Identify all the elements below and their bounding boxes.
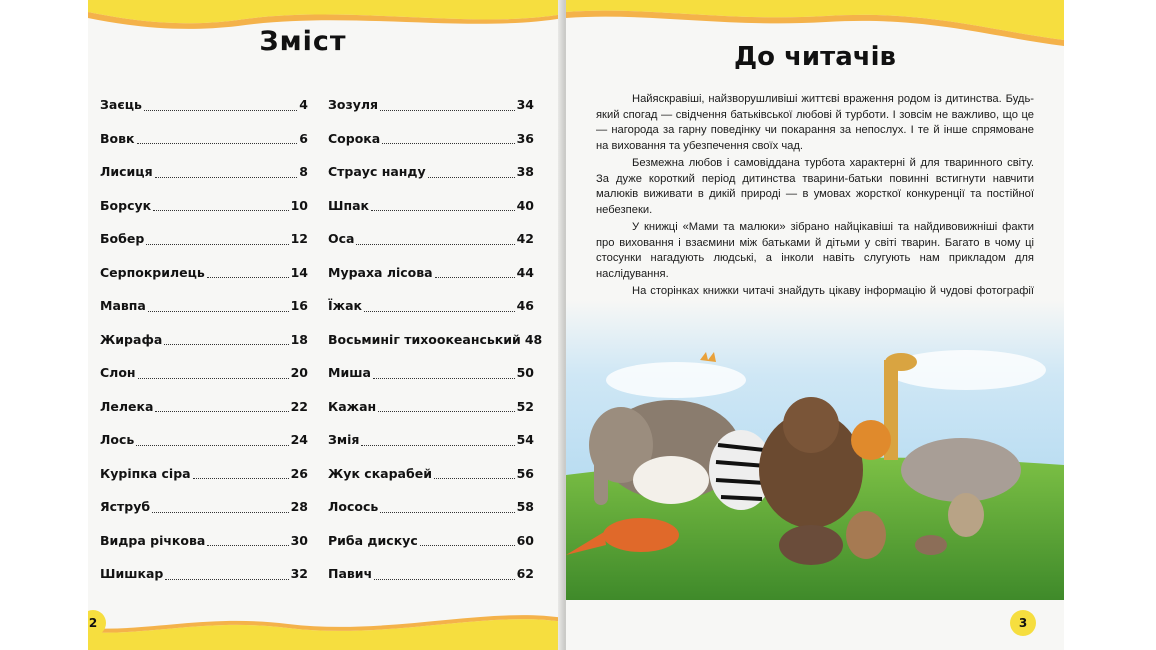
toc-leader-dots <box>373 367 515 379</box>
toc-leader-dots <box>382 132 514 144</box>
toc-entry-page: 16 <box>290 298 308 314</box>
toc-leader-dots <box>148 300 289 312</box>
toc-entry-page: 52 <box>516 398 534 414</box>
toc-leader-dots <box>374 568 514 580</box>
toc-entry-name: Лосось <box>328 499 379 515</box>
toc-title: Зміст <box>259 26 347 57</box>
toc-entry-page: 62 <box>516 566 534 582</box>
toc-entry-name: Шпак <box>328 197 369 213</box>
toc-entry <box>328 557 534 591</box>
toc-leader-dots <box>153 199 288 211</box>
left-page <box>88 0 564 650</box>
toc-entry <box>100 222 308 256</box>
toc-column-right <box>328 88 543 591</box>
toc-entry <box>100 524 308 558</box>
toc-leader-dots <box>164 333 288 345</box>
toc-entry <box>328 88 534 122</box>
toc-entry <box>328 222 534 256</box>
paragraph: На сторінках книжки читачі знайдуть цікаву інформацію й чудові фотографії <box>632 285 1034 297</box>
toc-entry <box>100 155 308 189</box>
toc-entry <box>328 289 534 323</box>
toc-entry-name: Кажан <box>328 398 377 414</box>
toc-leader-dots <box>371 199 515 211</box>
toc-column-left <box>100 88 308 591</box>
toc-entry-name: Жук скарабей <box>328 465 432 481</box>
bottom-wave-decoration <box>88 606 564 650</box>
toc-entry-name: Яструб <box>100 499 151 515</box>
toc-entry-page: 56 <box>516 465 534 481</box>
toc-entry <box>100 557 308 591</box>
toc-entry-name: Куріпка сіра <box>100 465 191 481</box>
toc-entry-name: Видра річкова <box>100 532 206 548</box>
toc-entry <box>100 490 308 524</box>
top-wave-decoration-right <box>566 0 1064 46</box>
toc-entry-name: Миша <box>328 365 371 381</box>
toc-leader-dots <box>380 99 515 111</box>
toc-entry-name: Вовк <box>100 130 135 146</box>
paragraph: Безмежна любов і самовіддана турбота характерні й для тваринного світу. За дуже короткий період дитинства тварини-батьки повинні встигнути навчити малюків виживати в дикій природі — в умовах жорсткої конкуренції та постійної небезпеки. <box>596 157 1034 216</box>
toc-entry-name: Павич <box>328 566 373 582</box>
toc-leader-dots <box>165 568 288 580</box>
toc-entry <box>100 323 308 357</box>
toc-entry-name: Страус нанду <box>328 164 426 180</box>
toc-entry <box>100 457 308 491</box>
toc-entry <box>328 323 543 357</box>
toc-leader-dots <box>434 467 515 479</box>
toc-leader-dots <box>428 166 515 178</box>
toc-entry-name: Серпокрилець <box>100 264 205 280</box>
toc-entry <box>328 122 534 156</box>
page-number-right: 3 <box>1010 610 1036 636</box>
toc-entry-page: 42 <box>516 231 534 247</box>
toc-entry-page: 40 <box>516 197 534 213</box>
toc-entry-name: Лось <box>100 432 135 448</box>
toc-leader-dots <box>380 501 514 513</box>
toc-entry-page: 20 <box>290 365 308 381</box>
toc-entry <box>328 256 534 290</box>
toc-entry-name: Оса <box>328 231 355 247</box>
toc-entry-page: 26 <box>290 465 308 481</box>
toc-leader-dots <box>152 501 288 513</box>
toc-entry-name: Риба дискус <box>328 532 418 548</box>
toc-entry-page: 58 <box>516 499 534 515</box>
toc-entry-name: Мураха лісова <box>328 264 433 280</box>
toc-entry <box>328 423 534 457</box>
toc-entry-name: Бобер <box>100 231 145 247</box>
animals-group-photo <box>566 300 1064 600</box>
toc-leader-dots <box>155 400 288 412</box>
toc-entry-page: 36 <box>516 130 534 146</box>
toc-entry <box>328 457 534 491</box>
toc-entry <box>328 356 534 390</box>
toc-leader-dots <box>138 367 289 379</box>
toc-leader-dots <box>364 300 515 312</box>
reader-title: До читачів <box>734 42 896 72</box>
toc-entry <box>100 356 308 390</box>
toc-entry <box>328 189 534 223</box>
toc-entry-page: 22 <box>290 398 308 414</box>
toc-entry-name: Лелека <box>100 398 154 414</box>
toc-entry-page: 38 <box>516 164 534 180</box>
toc-leader-dots <box>136 434 288 446</box>
toc-leader-dots <box>435 266 515 278</box>
toc-entry-page: 50 <box>516 365 534 381</box>
toc-entry-name: Зозуля <box>328 97 379 113</box>
toc-entry <box>328 490 534 524</box>
toc-entry-name: Їжак <box>328 298 363 314</box>
toc-entry <box>328 390 534 424</box>
toc-entry-name: Восьминіг тихоокеанський <box>328 331 521 347</box>
toc-entry-page: 12 <box>290 231 308 247</box>
toc-entry-page: 28 <box>290 499 308 515</box>
toc-entry-name: Заєць <box>100 97 142 113</box>
toc-entry-page: 30 <box>290 532 308 548</box>
toc-leader-dots <box>207 534 288 546</box>
toc-entry <box>100 423 308 457</box>
toc-entry <box>100 390 308 424</box>
toc-leader-dots <box>420 534 515 546</box>
toc-leader-dots <box>378 400 514 412</box>
toc-entry-page: 14 <box>290 264 308 280</box>
toc-entry-page: 32 <box>290 566 308 582</box>
toc-leader-dots <box>361 434 514 446</box>
right-page <box>566 0 1064 650</box>
toc-entry-page: 24 <box>290 432 308 448</box>
toc-leader-dots <box>207 266 289 278</box>
toc-entry <box>100 189 308 223</box>
toc-entry-name: Сорока <box>328 130 381 146</box>
intro-text <box>596 92 1034 317</box>
toc-entry-page: 8 <box>299 164 308 180</box>
toc-entry-page: 46 <box>516 298 534 314</box>
toc-entry <box>328 155 534 189</box>
toc-entry-name: Лисиця <box>100 164 153 180</box>
toc-entry-name: Жирафа <box>100 331 163 347</box>
toc-entry-page: 54 <box>516 432 534 448</box>
toc-leader-dots <box>146 233 288 245</box>
toc-entry-page: 4 <box>299 97 308 113</box>
toc-leader-dots <box>144 99 297 111</box>
toc-entry-page: 34 <box>516 97 534 113</box>
toc-entry-page: 6 <box>299 130 308 146</box>
toc-entry <box>100 122 308 156</box>
paragraph: У книжці «Мами та малюки» зібрано найцікавіші та найдивовижніші факти про виховання і взаємини між батьками й дітьми у світі тварин. Багато в чому ці стосунки нагадують людські, а інколи навіть слугують нам прикладом для наслідування. <box>596 221 1034 280</box>
toc-entry <box>100 289 308 323</box>
book-spread <box>88 0 1064 650</box>
toc-entry-page: 44 <box>516 264 534 280</box>
toc-entry <box>328 524 534 558</box>
toc-entry-page: 60 <box>516 532 534 548</box>
toc-entry-page: 10 <box>290 197 308 213</box>
toc-leader-dots <box>137 132 298 144</box>
toc-entry-page: 48 <box>524 331 543 347</box>
page-number-left: 2 <box>88 610 106 636</box>
toc-entry-name: Слон <box>100 365 136 381</box>
toc-leader-dots <box>193 467 289 479</box>
toc-leader-dots <box>155 166 298 178</box>
toc-entry <box>100 256 308 290</box>
toc-entry-name: Змія <box>328 432 360 448</box>
toc-entry-name: Шишкар <box>100 566 164 582</box>
paragraph: Найяскравіші, найзворушливіші життєві враження родом із дитинства. Будь-який спогад — свідчення батьківської любові й турботи. І зовсім не важливо, що це — нагорода за гарну поведінку чи покарання за непослух. І те й інше спрямоване на виховання та убезпечення своїх чад. <box>596 93 1034 152</box>
toc-leader-dots <box>356 233 514 245</box>
toc-entry-page: 18 <box>290 331 308 347</box>
toc-entry-name: Мавпа <box>100 298 146 314</box>
toc-entry-name: Борсук <box>100 197 152 213</box>
toc-entry <box>100 88 308 122</box>
